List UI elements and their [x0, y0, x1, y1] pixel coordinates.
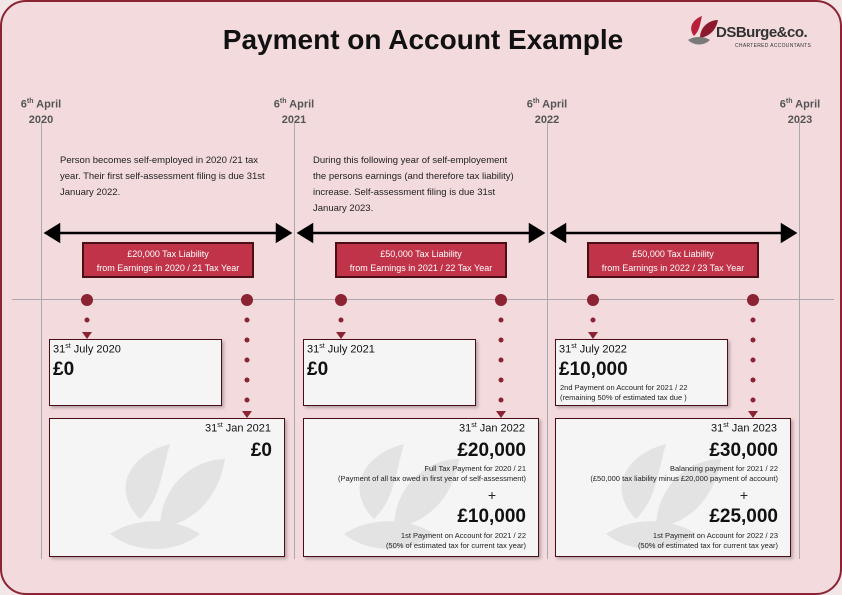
payment-amount: £0: [53, 359, 75, 380]
payment-connector: [81, 294, 93, 339]
payment-date: 31st July 2022: [559, 343, 627, 356]
january-payment-box: [49, 418, 285, 557]
period-span-arrow: [46, 225, 290, 241]
july-payment-box: [49, 339, 222, 406]
period-description: During this following year of self-employement the persons earnings (and therefore tax liability) increase. Self-assessment filing is due 31st January 2023.: [313, 155, 514, 214]
tax-liability-box: £50,000 Tax Liability from Earnings in 2022 / 23 Tax Year: [587, 242, 759, 278]
payment-date: 31st Jan 2021: [204, 422, 271, 435]
payment-amount: £10,000: [559, 359, 628, 380]
payment-note: Balancing payment for 2021 / 22 (£50,000 tax liability minus £20,000 payment of account): [590, 464, 778, 483]
date-label: 6th April 2023: [779, 98, 821, 126]
period-description: Person becomes self-employed in 2020 /21 tax year. Their first self-assessment filing is due 31st January 2022.: [60, 155, 265, 198]
july-payment-box: [303, 339, 476, 406]
logo-name: DSBurge&co.: [716, 24, 808, 41]
date-label: 6th April 2021: [273, 98, 315, 126]
payment-connector: [747, 294, 759, 418]
period-span-arrow: [299, 225, 543, 241]
payment-connector: [495, 294, 507, 418]
plus-sign: +: [487, 487, 496, 503]
payment-date: 31st July 2021: [307, 343, 375, 356]
july-payment-box: [555, 339, 728, 406]
payment-connector: [587, 294, 599, 339]
payment-amount: £30,000: [709, 440, 778, 461]
payment-note: 1st Payment on Account for 2021 / 22 (50% of estimated tax for current tax year): [385, 531, 526, 550]
payment-note: 1st Payment on Account for 2022 / 23 (50% of estimated tax for current tax year): [637, 531, 778, 550]
page-title: Payment on Account Example: [222, 24, 624, 55]
plus-sign: +: [739, 487, 748, 503]
payment-amount: £20,000: [457, 440, 526, 461]
january-payment-box: [303, 418, 539, 557]
payment-amount: £0: [250, 440, 272, 461]
payment-note: 2nd Payment on Account for 2021 / 22 (remaining 50% of estimated tax due ): [560, 383, 688, 402]
payment-amount: £0: [307, 359, 329, 380]
payment-connector: [241, 294, 253, 418]
tax-liability-box: £50,000 Tax Liability from Earnings in 2021 / 22 Tax Year: [335, 242, 507, 278]
payment-date: 31st Jan 2022: [458, 422, 525, 435]
payment-connector: [335, 294, 347, 339]
payment-date: 31st July 2020: [53, 343, 121, 356]
tax-liability-box: £20,000 Tax Liability from Earnings in 2020 / 21 Tax Year: [82, 242, 254, 278]
watermark-logo: [100, 439, 240, 549]
date-label: 6th April 2022: [526, 98, 568, 126]
payment-date: 31st Jan 2023: [710, 422, 777, 435]
date-label: 6th April 2020: [20, 98, 62, 126]
payment-amount-second: £10,000: [457, 506, 526, 527]
payment-amount-second: £25,000: [709, 506, 778, 527]
january-payment-box: [555, 418, 791, 557]
period-span-arrow: [552, 225, 795, 241]
payment-note: Full Tax Payment for 2020 / 21 (Payment of all tax owed in first year of self-assessment): [338, 464, 526, 483]
logo-subtitle: CHARTERED ACCOUNTANTS: [735, 43, 812, 49]
